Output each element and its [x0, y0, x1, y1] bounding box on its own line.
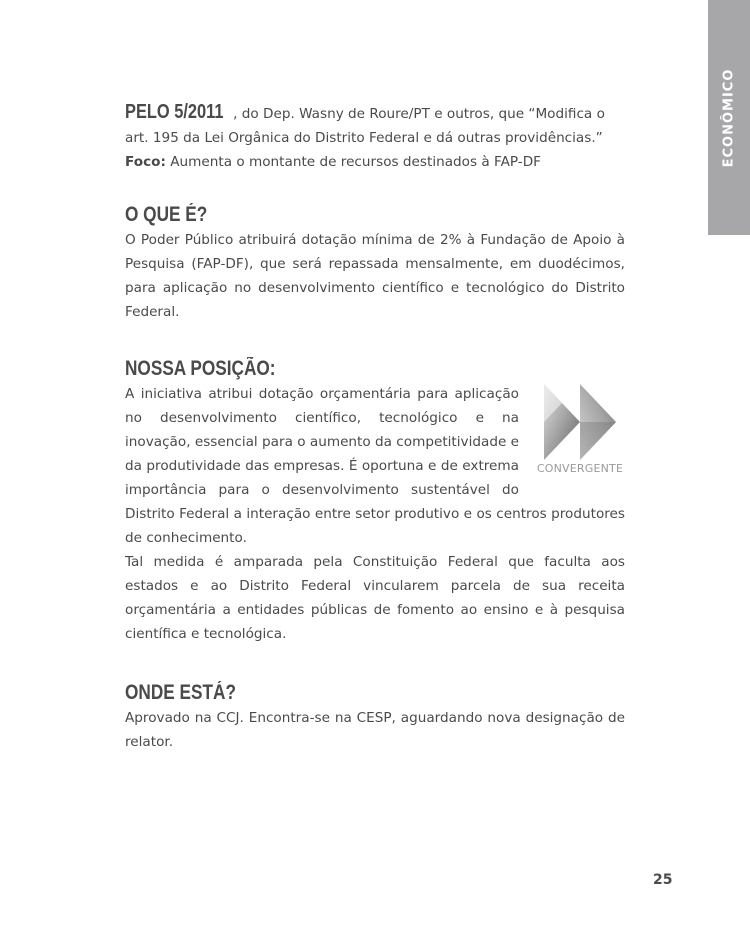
bill-intro	[125, 100, 625, 174]
section-where	[125, 680, 625, 754]
section-tab	[708, 0, 750, 235]
section-what-title: O QUE É?	[125, 203, 208, 226]
page-number: 25	[653, 872, 673, 888]
section-what	[125, 202, 625, 324]
document-body	[125, 100, 625, 754]
section-tab-label: ECONÔMICO	[721, 68, 737, 168]
section-position-text-2: Tal medida é amparada pela Constituição Federal que faculta aos estados e ao Distrito Federal vincularem parcela de sua receita orçamentária a entidades públicas de fomento ao ensino e à pesquisa científica e tecnológica.	[125, 554, 625, 642]
bill-description: , do Dep. Wasny de Roure/PT e outros, que “Modifica o art. 195 da Lei Orgânica do Distrito Federal e dá outras providências.”	[125, 106, 605, 146]
convergent-logo	[535, 382, 625, 486]
section-where-title: ONDE ESTÁ?	[125, 681, 236, 704]
section-what-text: O Poder Público atribuirá dotação mínima de 2% à Fundação de Apoio à Pesquisa (FAP-DF), que será repassada mensalmente, em duodécimos, para aplicação no desenvolvimento científico e tecnológico do Distrito Federal.	[125, 232, 625, 320]
section-where-text: Aprovado na CCJ. Encontra-se na CESP, aguardando nova designação de relator.	[125, 710, 625, 750]
focus-text: Aumenta o montante de recursos destinados à FAP-DF	[165, 154, 541, 170]
double-arrow-icon	[540, 382, 620, 462]
focus-label: Foco:	[125, 154, 166, 170]
section-position-text: A iniciativa atribui dotação orçamentária para aplicação no desenvolvimento científico, tecnológico e na inovação, essencial para o aumento da competitividade e da produtividade das empresas. É oportuna e de extrema importância para o desenvolvimento sustentável do Distrito Federal a interação entre setor produtivo e os centros produtores de conhecimento.	[125, 386, 625, 546]
section-position	[125, 356, 625, 646]
bill-number: PELO 5/2011	[125, 101, 224, 123]
convergent-label: CONVERGENTE	[536, 462, 624, 475]
section-position-title: NOSSA POSIÇÃO:	[125, 357, 276, 380]
